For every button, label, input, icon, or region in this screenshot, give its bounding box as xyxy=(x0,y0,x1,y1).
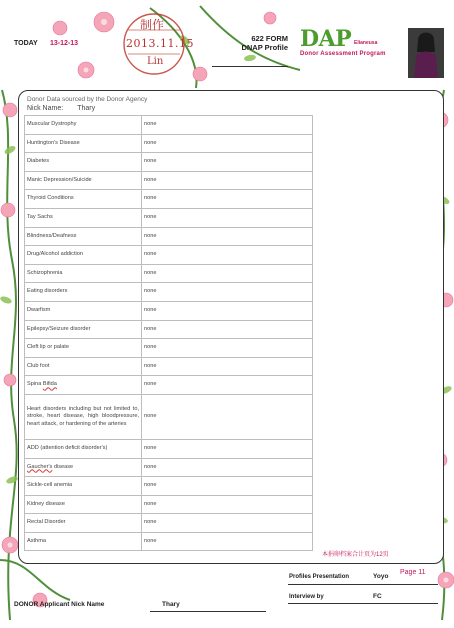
footer-underline xyxy=(288,603,438,604)
form-name: DNAP Profile xyxy=(241,43,288,52)
condition-cell: Club foot xyxy=(25,357,142,376)
interview-by-label: Interview by xyxy=(289,594,324,600)
condition-cell: Drug/Alcohol addiction xyxy=(25,246,142,265)
source-line: Donor Data sourced by the Donor Agency xyxy=(27,96,148,103)
nick-name-line xyxy=(27,105,95,112)
table-row xyxy=(25,246,313,265)
table-row xyxy=(25,376,313,395)
dap-tagline: Donor Assessment Program xyxy=(300,51,386,57)
table-row xyxy=(25,339,313,358)
condition-text-spellcheck: Bifida xyxy=(42,381,57,388)
condition-cell: Heart disorders including but not limited to, stroke, heart disease, high bloodpressure, heart attack, or hardening of the arteries xyxy=(25,394,142,439)
condition-cell: Huntington's Disease xyxy=(25,134,142,153)
condition-cell: Kidney disease xyxy=(25,495,142,514)
value-cell: none xyxy=(142,301,313,320)
value-cell: none xyxy=(142,171,313,190)
value-cell: none xyxy=(142,357,313,376)
condition-cell: Sickle-cell anemia xyxy=(25,477,142,496)
footer-underline xyxy=(288,584,438,585)
condition-cell: Rectal Disorder xyxy=(25,514,142,533)
today-label: TODAY xyxy=(14,40,38,47)
table-row xyxy=(25,532,313,551)
header-underline xyxy=(212,66,288,67)
value-cell: none xyxy=(142,208,313,227)
stamp-bottom-text: Lin xyxy=(147,56,164,67)
condition-cell: Blindness/Deafness xyxy=(25,227,142,246)
nick-name-label: Nick Name: xyxy=(27,105,64,112)
table-row xyxy=(25,301,313,320)
table-row xyxy=(25,357,313,376)
value-cell: none xyxy=(142,495,313,514)
value-cell: none xyxy=(142,458,313,477)
medical-history-table xyxy=(24,115,313,551)
condition-text-spellcheck: Gaucher's xyxy=(27,463,53,470)
condition-cell xyxy=(25,458,142,477)
donor-photo-image xyxy=(408,28,444,78)
condition-text: disease xyxy=(52,463,74,470)
value-cell: none xyxy=(142,514,313,533)
table-row xyxy=(25,153,313,172)
condition-cell: Thyroid Conditions xyxy=(25,190,142,209)
table-row xyxy=(25,477,313,496)
value-cell: none xyxy=(142,264,313,283)
page-number: Page 11 xyxy=(400,569,426,576)
value-cell: none xyxy=(142,320,313,339)
condition-cell: Diabetes xyxy=(25,153,142,172)
value-cell: none xyxy=(142,190,313,209)
value-cell: none xyxy=(142,339,313,358)
total-pages-note: 本捐卵档案合计页为12页 xyxy=(322,552,389,558)
today-date: 13-12-13 xyxy=(50,40,79,47)
condition-cell: Cleft lip or palate xyxy=(25,339,142,358)
condition-cell: Asthma xyxy=(25,532,142,551)
value-cell: none xyxy=(142,246,313,265)
condition-text: Spina xyxy=(27,381,43,388)
table-row xyxy=(25,190,313,209)
table-row xyxy=(25,208,313,227)
table-row xyxy=(25,116,313,135)
value-cell: none xyxy=(142,439,313,458)
condition-cell: Epilepsy/Seizure disorder xyxy=(25,320,142,339)
donor-photo xyxy=(408,28,444,78)
stamp-date-text: 2013.11.15 xyxy=(126,37,194,50)
table-row xyxy=(25,134,313,153)
value-cell: none xyxy=(142,134,313,153)
donor-nick-name-label: DONOR Applicant Nick Name xyxy=(14,601,105,608)
profiles-presentation-value: Yoyo xyxy=(373,573,389,580)
condition-cell: Manic Depression/Suicide xyxy=(25,171,142,190)
table-row xyxy=(25,283,313,302)
table-row xyxy=(25,171,313,190)
interview-by-value: FC xyxy=(373,593,382,600)
table-row xyxy=(25,320,313,339)
condition-cell: Tay Sachs xyxy=(25,208,142,227)
table-row xyxy=(25,394,313,439)
condition-cell xyxy=(25,376,142,395)
dap-logo: DAP xyxy=(300,26,352,52)
donor-nick-name-value: Thary xyxy=(162,601,180,608)
table-row xyxy=(25,514,313,533)
value-cell: none xyxy=(142,477,313,496)
value-cell: none xyxy=(142,376,313,395)
value-cell: none xyxy=(142,116,313,135)
stamp-top-text: 制作 xyxy=(140,18,165,32)
condition-cell: Muscular Dystrophy xyxy=(25,116,142,135)
table-row xyxy=(25,227,313,246)
value-cell: none xyxy=(142,283,313,302)
table-row xyxy=(25,264,313,283)
condition-cell: Dwarfism xyxy=(25,301,142,320)
table-row xyxy=(25,458,313,477)
value-cell: none xyxy=(142,227,313,246)
value-cell: none xyxy=(142,532,313,551)
condition-cell: ADD (attention deficit disorder's) xyxy=(25,439,142,458)
nick-name-value: Thary xyxy=(77,105,96,112)
profiles-presentation-label: Profiles Presentation xyxy=(289,574,350,580)
table-row xyxy=(25,495,313,514)
form-number: 622 FORM xyxy=(251,34,288,43)
condition-cell: Eating disorders xyxy=(25,283,142,302)
footer-underline xyxy=(150,611,266,612)
dap-logo-suffix: Elianeusa xyxy=(354,40,378,46)
value-cell: none xyxy=(142,394,313,439)
table-row xyxy=(25,439,313,458)
value-cell: none xyxy=(142,153,313,172)
condition-cell: Schizophrenia xyxy=(25,264,142,283)
